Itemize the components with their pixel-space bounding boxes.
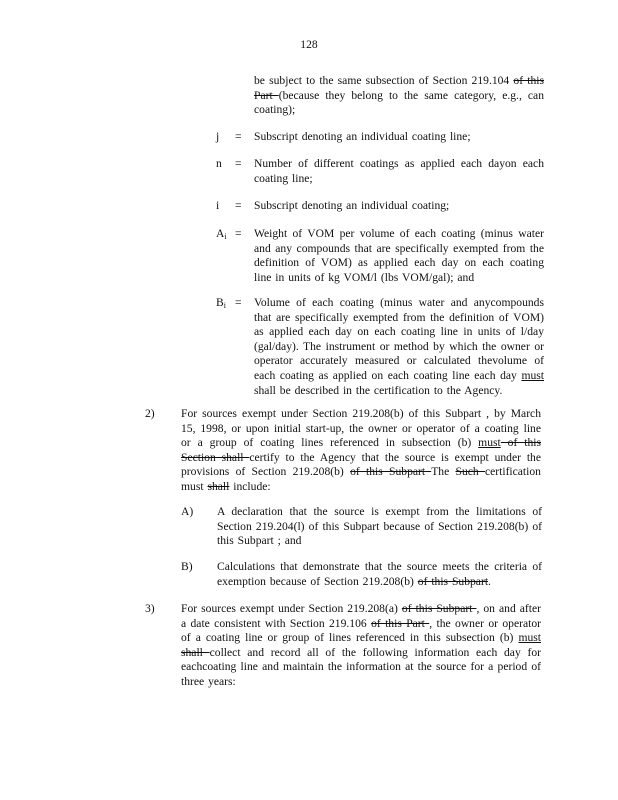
struck-text: Such: [455, 465, 485, 479]
equals-sign: =: [235, 130, 242, 143]
struck-text: of this Subpart: [417, 574, 489, 588]
definition-b-i: [254, 296, 544, 398]
text-segment: Number of different coatings as applied each dayon each coating line;: [254, 157, 544, 185]
text-segment: For sources exempt under Section 219.208(a): [181, 602, 402, 615]
item-label-a: A): [181, 505, 194, 518]
struck-text: of this Part: [371, 616, 430, 630]
symbol-j: j: [216, 130, 220, 143]
text-segment: Weight of VOM per volume of each coating (minus water and any compounds that are specifically exempted from the definition of VOM) as applied each day on each coating line in units of kg VOM/l (lbs VOM/gal); and: [254, 227, 544, 284]
text-segment: certification must: [181, 465, 541, 493]
text-segment: include:: [229, 479, 271, 493]
text-segment: Subscript denoting an individual coating;: [254, 199, 450, 212]
text-segment: Subscript denoting an individual coating line;: [254, 130, 471, 143]
struck-text: shall: [207, 479, 230, 493]
inserted-text: must: [478, 436, 501, 450]
definition-j: [254, 130, 544, 145]
definition-continuation: [254, 74, 544, 118]
text-segment: , the owner or operator of a coating line or group of lines referenced in this subsection (b): [181, 616, 541, 645]
text-segment: Calculations that demonstrate that the source meets the criteria of exemption because of Section 219.208(b): [217, 560, 542, 588]
definition-i: [254, 199, 544, 214]
text-segment: (because they belong to the same category, e.g., can coating);: [254, 88, 544, 117]
paragraph-number-2: 2): [145, 407, 155, 420]
struck-text: shall: [181, 645, 210, 659]
text-segment: shall be described in the certification to the Agency.: [254, 383, 503, 397]
inserted-text: must: [521, 368, 544, 382]
symbol-i: i: [216, 199, 220, 212]
equals-sign: =: [235, 227, 242, 240]
inserted-text: must: [518, 631, 541, 645]
equals-sign: =: [235, 157, 242, 170]
paragraph-number-3: 3): [145, 602, 155, 615]
text-segment: collect and record all of the following information each day for eachcoating line and maintain the information at the source for a period of three years:: [181, 645, 542, 688]
text-segment: certify to the Agency that the source is exempt under the provisions of Section 219.208(b): [181, 450, 541, 479]
equals-sign: =: [235, 199, 242, 212]
symbol-b-i: $B_i$: [216, 296, 226, 310]
text-segment: A declaration that the source is exempt from the limitations of Section 219.204(l) of this Subpart because of Section 219.208(b) of this Subpart ; and: [217, 505, 542, 548]
text-segment: , on and after a date consistent with Section 219.106: [181, 602, 541, 630]
struck-text: of this Subpart: [350, 465, 432, 479]
symbol-n: n: [216, 157, 222, 170]
text-segment: .: [488, 574, 491, 588]
struck-text: of this Subpart: [401, 602, 477, 615]
text-segment: The: [431, 465, 456, 479]
item-b: [217, 560, 542, 589]
definition-a-i: [254, 227, 544, 285]
paragraph-3: [181, 602, 541, 690]
item-label-b: B): [181, 560, 193, 573]
symbol-a-i: $A_i$: [216, 227, 227, 241]
definition-n: [254, 157, 544, 186]
struck-text: of this Section shall: [181, 436, 541, 464]
text-segment: be subject to the same subsection of Section 219.104: [254, 74, 514, 87]
page-number: 128: [300, 38, 318, 51]
struck-text: of this Part: [254, 74, 544, 102]
text-segment: Volume of each coating (minus water and anycompounds that are specifically exempted from the definition of VOM) as applied each day on each coating line in units of l/day (gal/day). The instrument or method by which the owner or operator accurately measured or calculated thevolume of each coating as applied on each coating line each day: [254, 296, 544, 382]
item-a: [217, 505, 542, 549]
equals-sign: =: [235, 296, 242, 309]
text-segment: For sources exempt under Section 219.208(b) of this Subpart , by March 15, 1998, or upon initial start-up, the owner or operator of a coating line or a group of coating lines referenced in subsection (b): [181, 407, 541, 450]
paragraph-2: [181, 407, 541, 495]
